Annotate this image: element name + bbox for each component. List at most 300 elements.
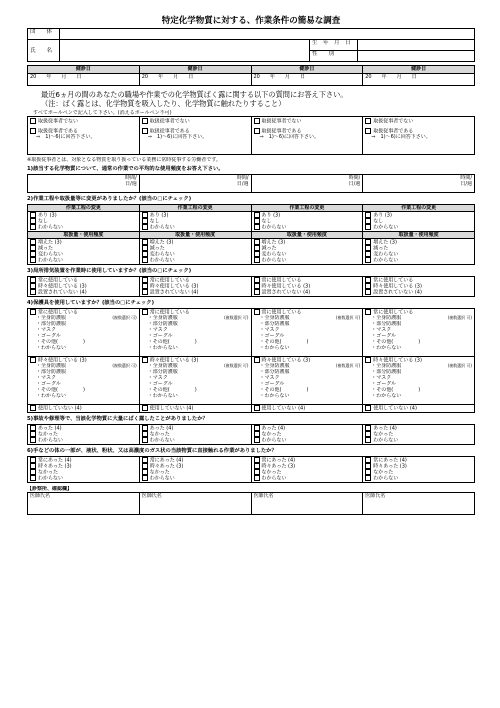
option-item: 時間/ (348, 175, 361, 181)
text-label: (複数選択 可) (335, 315, 361, 320)
text-label: ) (194, 387, 197, 393)
option-item: ・部分防護服 (36, 321, 67, 327)
option-item (254, 405, 361, 411)
checkbox[interactable] (365, 118, 371, 124)
text-label: 常にあった (4) (373, 457, 407, 463)
text-label: 常に使用している (261, 277, 302, 283)
text-label: ) (418, 387, 421, 393)
option-item (365, 437, 472, 443)
text-label: ゴーグル (152, 333, 173, 339)
option-item: ⇒ 1)～6)に回答下さい。 (259, 134, 319, 140)
text-label: あり (3) (373, 212, 392, 218)
text-label: 変わらない (149, 251, 175, 257)
sex-field[interactable] (358, 51, 475, 62)
text-label: あった (4) (373, 425, 397, 431)
option-item: ・ゴーグル (36, 333, 61, 339)
option-item (365, 475, 472, 481)
text-label: 20 (365, 74, 372, 80)
text-label: その他( (376, 339, 394, 345)
text-label: 部分防護服 (264, 369, 290, 375)
text-label: わからない (149, 257, 175, 263)
text-label: あり (3) (149, 212, 169, 218)
checkbox[interactable] (365, 289, 371, 295)
text-label: 設置されていない (4) (261, 289, 311, 295)
text-label: 月 (396, 74, 402, 80)
option-item: ・わからない (36, 345, 67, 351)
text-label: (複数選択 可) (112, 363, 137, 368)
text-label: マスク (41, 327, 57, 333)
q3-title: 3)局所排気装置を作業時に使用していますか？(該当の□にチェック) (27, 268, 192, 274)
text-label: 常にあった (4) (261, 457, 296, 463)
option-item: ・その他( ) (259, 387, 309, 393)
checkbox[interactable] (365, 437, 371, 443)
text-label: 全身防護服 (376, 363, 402, 369)
option-item: ・わからない (147, 393, 178, 399)
checkbox[interactable] (254, 357, 260, 363)
org-label: 団 体 (28, 29, 60, 40)
checkbox[interactable] (254, 309, 260, 315)
text-label: ) (306, 339, 309, 345)
checkbox[interactable] (30, 289, 36, 295)
text-label: 日 (411, 74, 417, 80)
text-label: ゴーグル (152, 381, 173, 387)
text-label: ) (82, 387, 85, 393)
option-item: 日/週 (348, 181, 361, 187)
text-label: 時々あった (3) (38, 463, 72, 469)
checkbox[interactable] (142, 475, 148, 481)
doctor-name-field[interactable] (251, 493, 363, 515)
survey-form (27, 14, 475, 515)
option-item: ・その他( ) (147, 339, 197, 345)
text-label: 取扱量・使用頻度 (363, 232, 475, 239)
option-item (142, 257, 249, 263)
text-label: 取扱従事者でない (38, 118, 79, 124)
option-item: ・マスク (147, 327, 168, 333)
text-label: 全身防護服 (264, 315, 290, 321)
option-item: ・その他( ) (147, 387, 197, 393)
option-item: ・ゴーグル (147, 333, 173, 339)
text-label: (複数選択 可) (447, 363, 472, 368)
exam-date-header: 健診日 (139, 66, 251, 74)
text-label: 取扱従事者でない (373, 118, 414, 124)
checkbox[interactable] (365, 224, 371, 230)
doctor-section-label: 【診察所、確認欄】 (27, 486, 73, 492)
text-label: 使用していない (4) (373, 405, 417, 411)
option-item: 日/週 (125, 181, 137, 187)
checkbox[interactable] (142, 289, 148, 295)
option-item: ・部分防護服 (147, 321, 178, 327)
q1-field[interactable] (363, 175, 475, 193)
name-field[interactable] (60, 40, 310, 62)
option-item (142, 224, 249, 230)
option-item: ・わからない (259, 345, 290, 351)
text-label: 日 (188, 74, 194, 80)
text-label: (複数選択 可) (224, 315, 249, 320)
option-item: ・マスク (371, 327, 392, 333)
q2-title: 2)作業工程や取扱量等に変更がありましたか？(該当の□にチェック) (27, 196, 192, 202)
birth-field[interactable] (358, 40, 475, 51)
handling-note: ※取扱従事者とは、対象となる物質を取り扱っている業務に常時従事する労働者です。 (27, 157, 221, 163)
text-label: ゴーグル (376, 381, 397, 387)
text-label: わからない (264, 345, 290, 351)
option-item: ⇒ 1)～6)に回答下さい。 (36, 134, 96, 140)
exam-date-field[interactable] (363, 74, 475, 86)
text-label: マスク (41, 375, 57, 381)
option-item (365, 224, 472, 230)
checkbox[interactable] (365, 405, 371, 411)
option-item: ・マスク (147, 375, 168, 381)
option-item: ・ゴーグル (371, 381, 397, 387)
text-label: なかった (261, 469, 282, 475)
q4-table (27, 308, 475, 413)
option-item: 日/週 (236, 181, 249, 187)
text-label: 使用していない (4) (38, 405, 82, 411)
doctor-table (27, 492, 475, 515)
option-item: ・わからない (36, 393, 67, 399)
text-label: 取扱従事者でない (149, 118, 190, 124)
q6-table (27, 456, 475, 483)
option-item: ・部分防護服 (36, 369, 67, 375)
text-label: 常に使用している (261, 309, 302, 315)
text-label: わからない (38, 437, 64, 443)
text-label: 年 (158, 74, 164, 80)
q4-title: 4)保護具を使用していますか？(該当の□にチェック) (27, 300, 155, 306)
q1-title: 1)該当する化学物質について、通常の作業での平均的な使用頻度をお答え下さい。 (27, 166, 224, 172)
option-item (30, 224, 137, 230)
option-item (142, 118, 249, 124)
option-item (254, 224, 361, 230)
q1-field[interactable] (251, 175, 363, 193)
checkbox[interactable] (30, 224, 36, 230)
text-label: その他( (264, 387, 282, 393)
option-item: ・部分防護服 (259, 321, 290, 327)
text-label: 変わらない (261, 251, 287, 257)
checkbox[interactable] (254, 437, 260, 443)
option-item: ⇒ 1)～6)に回答下さい。 (147, 134, 208, 140)
text-label: わからない (38, 257, 64, 263)
option-item: 時間/ (460, 175, 472, 181)
text-label: 20 (141, 74, 149, 80)
text-label: 作業工程の変更 (28, 205, 140, 212)
text-label: あった (4) (38, 425, 62, 431)
checkbox[interactable] (142, 257, 148, 263)
text-label: 減った (149, 245, 165, 251)
q3-table (27, 276, 475, 297)
text-label: 取扱量・使用頻度 (28, 232, 140, 239)
text-label: 部分防護服 (376, 321, 402, 327)
text-label: 20 (253, 74, 260, 80)
text-label: マスク (152, 327, 168, 333)
text-label: わからない (373, 257, 399, 263)
exam-date-header: 健診日 (28, 66, 140, 74)
text-label: わからない (41, 393, 67, 399)
option-item (142, 475, 249, 481)
option-item: ・マスク (259, 375, 280, 381)
option-item (30, 437, 137, 443)
exam-date-field[interactable] (251, 74, 363, 86)
checkbox[interactable] (142, 405, 148, 411)
text-label: 年 (269, 74, 275, 80)
text-label: あった (4) (261, 425, 286, 431)
q2-table (27, 204, 475, 265)
option-item: 時間/ (125, 175, 137, 181)
q5-title: 5)事故や修理等で、当該化学物質に大量にばく露したことがありましたか？ (27, 416, 208, 422)
text-label: その他( (41, 339, 58, 345)
handling-table (27, 116, 475, 155)
personal-info-table (27, 28, 475, 62)
text-label: 年 (46, 74, 52, 80)
text-label: わからない (373, 437, 399, 443)
text-label: 常に使用している (373, 277, 414, 283)
checkbox[interactable] (142, 128, 148, 134)
exam-date-field[interactable] (28, 74, 140, 86)
text-label: なし (373, 218, 384, 224)
option-item: ・その他( ) (371, 339, 421, 345)
exam-date-header: 健診日 (251, 66, 363, 74)
org-field[interactable] (60, 29, 475, 40)
text-label: わからない (149, 475, 175, 481)
text-label: マスク (376, 327, 392, 333)
text-label: 時々あった (3) (149, 463, 184, 469)
text-label: 日 (76, 74, 82, 80)
text-label: あり (3) (38, 212, 57, 218)
checkbox[interactable] (30, 437, 36, 443)
option-item: ・ゴーグル (36, 381, 61, 387)
option-item: ・全身防護服 (複数選択 可) (259, 363, 361, 369)
text-label: その他( (376, 387, 394, 393)
text-label: 設置されていない (4) (373, 289, 422, 295)
checkbox[interactable] (365, 257, 371, 263)
option-item (365, 289, 472, 295)
text-label: マスク (264, 327, 280, 333)
text-label: あった (4) (149, 425, 174, 431)
text-label: 変わらない (38, 251, 64, 257)
text-label: 全身防護服 (152, 315, 178, 321)
option-item (142, 437, 249, 443)
text-label: 時々使用している (3) (38, 283, 87, 289)
option-item: ・全身防護服 (複数選択 可) (36, 363, 137, 369)
option-item: ・その他( ) (371, 387, 421, 393)
checkbox[interactable] (142, 437, 148, 443)
doctor-name-field[interactable] (363, 493, 475, 515)
checkbox[interactable] (30, 118, 36, 124)
checkbox[interactable] (254, 475, 260, 481)
option-item (254, 257, 361, 263)
option-item: ・わからない (371, 393, 402, 399)
option-item (142, 405, 249, 411)
text-label: 取扱従事者である (149, 128, 190, 134)
checkbox[interactable] (142, 309, 148, 315)
option-item: ・ゴーグル (371, 333, 397, 339)
text-label: ゴーグル (41, 381, 61, 387)
text-label: なかった (149, 469, 170, 475)
text-label: (複数選択 可) (224, 363, 249, 368)
text-label: その他( (152, 339, 170, 345)
checkbox[interactable] (142, 224, 148, 230)
text-label: 時々使用している (3) (149, 283, 199, 289)
option-item: ・マスク (371, 375, 392, 381)
option-item (30, 289, 137, 295)
option-item: ・部分防護服 (371, 321, 402, 327)
checkbox[interactable] (254, 118, 260, 124)
option-item: ⇒ 1)～6)に回答下さい。 (371, 134, 431, 140)
option-item: ・全身防護服 (複数選択 可) (371, 363, 472, 369)
text-label: 時々使用している (3) (149, 357, 199, 363)
q1-field[interactable] (28, 175, 140, 193)
doctor-name-field[interactable] (139, 493, 251, 515)
text-label: 変わらない (373, 251, 399, 257)
option-item (254, 118, 361, 124)
text-label: 時々使用している (3) (261, 357, 311, 363)
option-item: ・全身防護服 (複数選択 可) (147, 363, 249, 369)
option-item (365, 405, 472, 411)
option-item (254, 475, 361, 481)
text-label: 日 (299, 74, 305, 80)
text-label: わからない (376, 345, 402, 351)
checkbox[interactable] (30, 405, 36, 411)
text-label: 常に使用している (149, 309, 190, 315)
text-label: ゴーグル (264, 333, 285, 339)
text-label: 全身防護服 (41, 363, 67, 369)
checkbox[interactable] (254, 289, 260, 295)
option-item (30, 475, 137, 481)
option-item: ・ゴーグル (147, 381, 173, 387)
intro-note: （注：ばく露とは、化学物質を吸入したり、化学物質に触れたりすること） (41, 99, 286, 108)
text-label: なかった (149, 431, 170, 437)
checkbox[interactable] (30, 475, 36, 481)
exam-date-field[interactable] (139, 74, 251, 86)
text-label: 医師氏名 (365, 493, 386, 499)
q1-table (27, 174, 475, 193)
q5-table (27, 424, 475, 445)
text-label: 全身防護服 (41, 315, 67, 321)
text-label: 時々使用している (3) (373, 283, 422, 289)
text-label: 全身防護服 (152, 363, 178, 369)
option-item (254, 289, 361, 295)
text-label: ゴーグル (264, 381, 285, 387)
text-label: 医師氏名 (253, 493, 274, 499)
text-label: 常に使用している (373, 309, 414, 315)
text-label: わからない (152, 345, 178, 351)
exam-date-header: 健診日 (363, 66, 475, 74)
text-label: ゴーグル (376, 333, 397, 339)
option-item: ・その他( ) (36, 339, 85, 345)
text-label: 年 (381, 74, 387, 80)
text-label: 作業工程の変更 (363, 205, 475, 212)
text-label: 取扱従事者である (38, 128, 79, 134)
text-label: なし (38, 218, 49, 224)
checkbox[interactable] (365, 475, 371, 481)
text-label: わからない (261, 224, 287, 230)
pen-note: すべてボールペンで記入して下さい。(消えるボールペン不可) (33, 110, 172, 116)
text-label: その他( (41, 387, 58, 393)
text-label: 月 (284, 74, 290, 80)
text-label: 部分防護服 (41, 321, 67, 327)
text-label: 部分防護服 (152, 321, 178, 327)
checkbox[interactable] (254, 128, 260, 134)
text-label: わからない (373, 224, 399, 230)
text-label: なかった (38, 431, 59, 437)
checkbox[interactable] (30, 257, 36, 263)
checkbox[interactable] (254, 257, 260, 263)
text-label: その他( (152, 387, 170, 393)
option-item (365, 257, 472, 263)
option-item: ・ゴーグル (259, 333, 285, 339)
option-item: ・わからない (371, 345, 402, 351)
text-label: 取扱量・使用頻度 (251, 232, 363, 239)
option-item: ・ゴーグル (259, 381, 285, 387)
text-label: 時々使用している (3) (261, 283, 311, 289)
text-label: なかった (373, 431, 394, 437)
text-label: マスク (152, 375, 168, 381)
option-item (365, 118, 472, 124)
text-label: なし (261, 218, 272, 224)
text-label: なかった (373, 469, 394, 475)
sex-label: 性 別 (310, 51, 358, 62)
option-item: ・全身防護服 (複数選択 可) (259, 315, 361, 321)
text-label: わからない (152, 393, 178, 399)
text-label: (複数選択 可) (335, 363, 361, 368)
text-label: わからない (264, 393, 290, 399)
text-label: 月 (61, 74, 67, 80)
option-item: ・全身防護服 (複数選択 可) (36, 315, 137, 321)
option-item: ・その他( ) (259, 339, 309, 345)
text-label: 時々あった (3) (373, 463, 407, 469)
text-label: マスク (264, 375, 280, 381)
text-label: 医師氏名 (30, 493, 51, 499)
text-label: 使用していない (4) (261, 405, 306, 411)
page-title: 特定化学物質に対する、作業条件の簡易な調査 (161, 16, 341, 26)
birth-label: 生 年 月 日 (310, 40, 358, 51)
text-label: あり (3) (261, 212, 281, 218)
text-label: 部分防護服 (264, 321, 290, 327)
option-item: ・部分防護服 (259, 369, 290, 375)
checkbox[interactable] (254, 224, 260, 230)
option-item: ・部分防護服 (371, 369, 402, 375)
text-label: わからない (261, 257, 287, 263)
text-label: 取扱従事者である (261, 128, 302, 134)
q1-field[interactable] (139, 175, 251, 193)
checkbox[interactable] (142, 118, 148, 124)
text-label: ) (194, 339, 197, 345)
text-label: わからない (149, 437, 175, 443)
text-label: わからない (261, 475, 287, 481)
text-label: わからない (38, 224, 64, 230)
text-label: ) (306, 387, 309, 393)
option-item: 時間/ (236, 175, 249, 181)
text-label: 取扱従事者でない (261, 118, 302, 124)
text-label: 作業工程の変更 (139, 205, 251, 212)
text-label: なし (149, 218, 160, 224)
option-item: ・わからない (147, 345, 178, 351)
text-label: 取扱従事者である (373, 128, 414, 134)
text-label: 減った (261, 245, 277, 251)
option-item: ・マスク (36, 327, 57, 333)
text-label: 部分防護服 (152, 369, 178, 375)
option-item: ・わからない (259, 393, 290, 399)
text-label: その他( (264, 339, 282, 345)
checkbox[interactable] (254, 405, 260, 411)
text-label: 取扱量・使用頻度 (139, 232, 251, 239)
name-label: 氏 名 (28, 40, 60, 62)
option-item (142, 289, 249, 295)
checkbox[interactable] (142, 357, 148, 363)
doctor-name-field[interactable] (28, 493, 140, 515)
text-label: 増えた (3) (373, 239, 397, 245)
text-label: (複数選択 可) (447, 315, 472, 320)
option-item: ・部分防護服 (147, 369, 178, 375)
text-label: ) (82, 339, 85, 345)
